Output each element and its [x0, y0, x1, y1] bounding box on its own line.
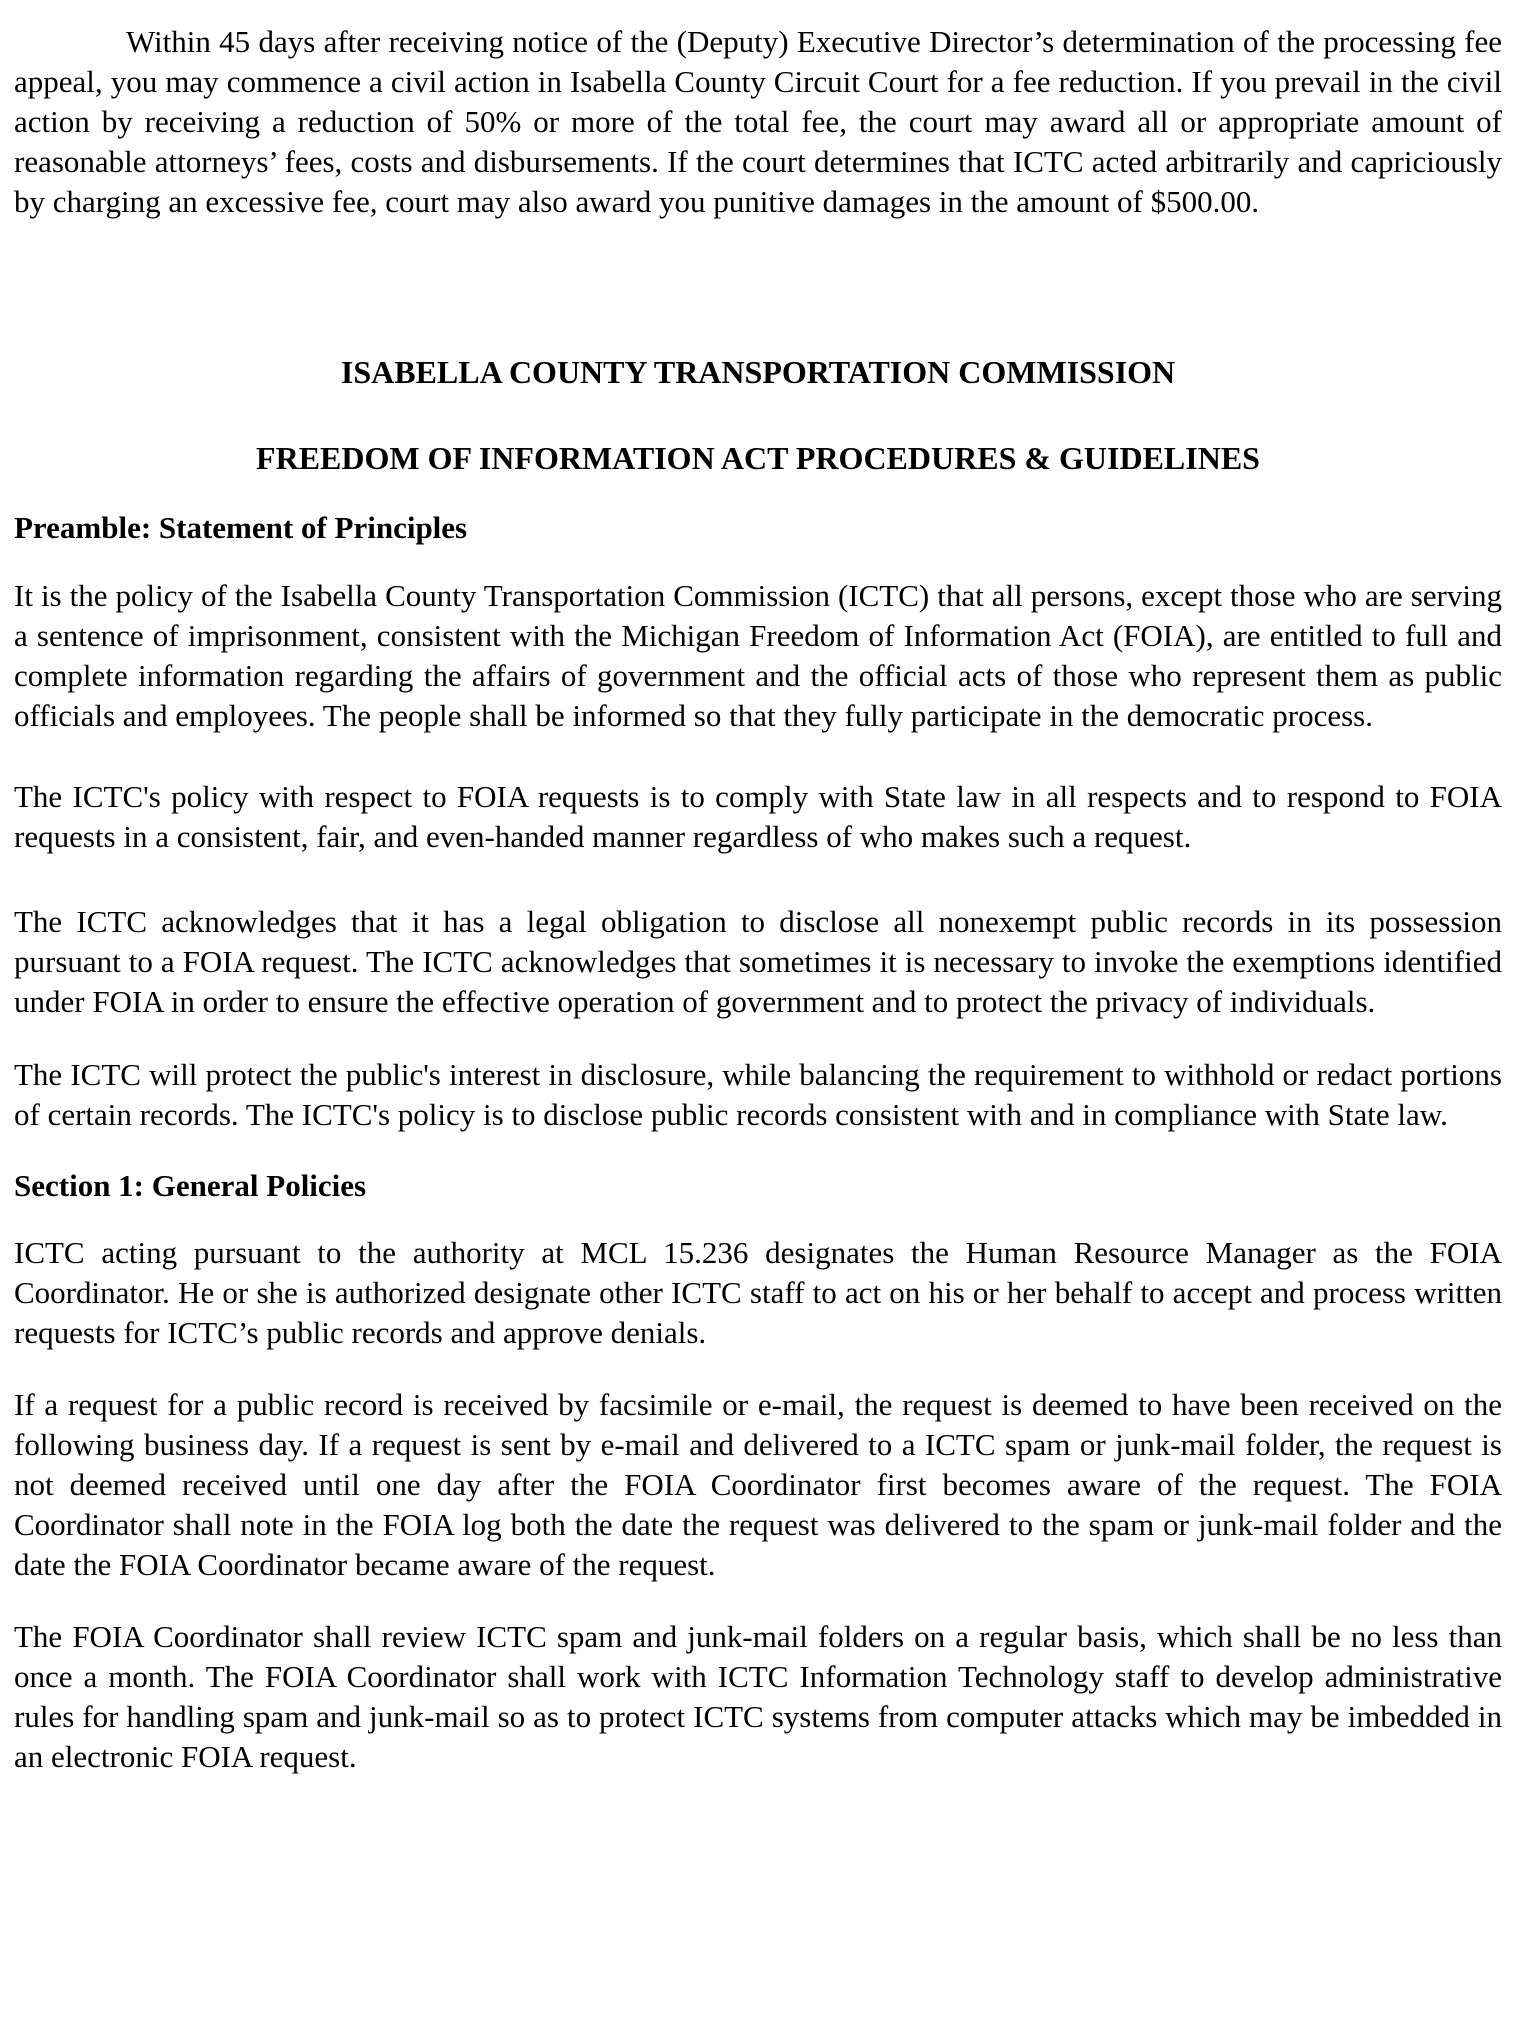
section1-paragraph-2: If a request for a public record is received by facsimile or e-mail, the request is deemed to have been received on the following business day. If a request is sent by e-mail and delivered to a ICTC spam or junk-mail folder, the request is not deemed received until one day after the FOIA Coordinator first becomes aware of the request. The FOIA Coordinator shall note in the FOIA log both the date the request was delivered to the spam or junk-mail folder and the date the FOIA Coordinator became aware of the request. — [14, 1387, 1502, 1582]
section1-paragraph-1: ICTC acting pursuant to the authority at MCL 15.236 designates the Human Resource Manager as the FOIA Coordinator. He or she is authorized designate other ICTC staff to act on his or her behalf to accept and process written requests for ICTC’s public records and approve denials. — [14, 1235, 1502, 1350]
preamble-paragraph-4: The ICTC will protect the public's interest in disclosure, while balancing the requirement to withhold or redact portions of certain records. The ICTC's policy is to disclose public records consistent with and in compliance with State law. — [14, 1057, 1502, 1132]
document-subtitle: FREEDOM OF INFORMATION ACT PROCEDURES & GUIDELINES — [256, 440, 1260, 476]
document-title: ISABELLA COUNTY TRANSPORTATION COMMISSION — [340, 354, 1176, 390]
document-page — [14, 22, 1502, 1777]
preamble-heading: Preamble: Statement of Principles — [14, 510, 468, 545]
section1-heading: Section 1: General Policies — [14, 1168, 367, 1203]
preamble-paragraph-3: The ICTC acknowledges that it has a legal obligation to disclose all nonexempt public records in its possession pursuant to a FOIA request. The ICTC acknowledges that sometimes it is necessary to invoke the exemptions identified under FOIA in order to ensure the effective operation of government and to protect the privacy of individuals. — [14, 904, 1502, 1019]
preamble-paragraph-2: The ICTC's policy with respect to FOIA requests is to comply with State law in all respects and to respond to FOIA requests in a consistent, fair, and even-handed manner regardless of who makes such a request. — [14, 779, 1502, 854]
section1-paragraph-3: The FOIA Coordinator shall review ICTC spam and junk-mail folders on a regular basis, which shall be no less than once a month. The FOIA Coordinator shall work with ICTC Information Technology staff to develop administrative rules for handling spam and junk-mail so as to protect ICTC systems from computer attacks which may be imbedded in an electronic FOIA request. — [14, 1619, 1502, 1774]
preamble-paragraph-1: It is the policy of the Isabella County Transportation Commission (ICTC) that all persons, except those who are serving a sentence of imprisonment, consistent with the Michigan Freedom of Information Act (FOIA), are entitled to full and complete information regarding the affairs of government and the official acts of those who represent them as public officials and employees. The people shall be informed so that they fully participate in the democratic process. — [14, 578, 1502, 733]
intro-paragraph: Within 45 days after receiving notice of the (Deputy) Executive Director’s determination of the processing fee appeal, you may commence a civil action in Isabella County Circuit Court for a fee reduction. If you prevail in the civil action by receiving a reduction of 50% or more of the total fee, the court may award all or appropriate amount of reasonable attorneys’ fees, costs and disbursements. If the court determines that ICTC acted arbitrarily and capriciously by charging an excessive fee, court may also award you punitive damages in the amount of $500.00. — [14, 24, 1502, 219]
